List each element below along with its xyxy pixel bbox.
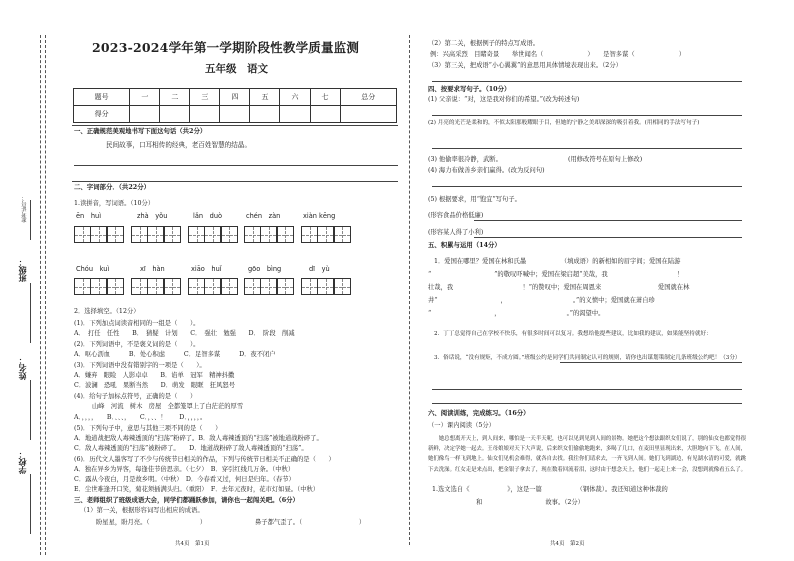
score-cell[interactable]	[160, 106, 190, 123]
answer-line[interactable]	[432, 148, 742, 149]
char-grid[interactable]	[245, 278, 294, 295]
char-grid[interactable]	[75, 226, 124, 243]
q2-3-options-2: C．波澜 恐吼 果断当然 D．萌发 眼眶 狂风怒号	[74, 382, 235, 389]
q2-1: (1)．下列加点词读音相同的一组是（ ）。	[74, 320, 200, 327]
q2-5-ab: A．地道战把敌人毒辣透顶的“扫荡”粉碎了。B．敌人毒辣透顶的“扫荡”被地道战粉碎了。	[74, 435, 323, 442]
exam-no-label: 准考证号：	[22, 195, 28, 223]
score-cell[interactable]	[250, 106, 280, 123]
s4-q5-b: (形容某人得了小利)	[428, 229, 484, 236]
answer-line[interactable]	[474, 220, 742, 221]
rule	[72, 125, 398, 126]
pinyin: xiāo huǐ	[191, 265, 222, 273]
s6-passage: 她总想离开天上，到人间来，哪怕是一天半天呢，也可以见到见到人间的景物。她把这个想法跟织女们说了，别的仙女也都觉得很新鲜，决定学她一起去。王母娘娘对天下大声说，后来织女们偷偷地跑来，多喝了几口，在麦田里显现出来，大胆地向下飞，在人间，她们像鸟一样飞到地上。仙女们见机会难得，就各自去找。我往你们请求去，一齐飞到人间。她们飞到湖边，有见湖水清的可爱，就跳下去洗澡。红女走是来点出，把金银子拿去了，现在数着回流着泪，这时由于想念天上，他们一起走上来一会，没想到就像看五么了。	[428, 436, 747, 473]
q2-6-ef: E．尘世难逢开口笑，菊花须插满头归。（重阳） F．去年元夜时，花市灯如昼。（中秋）	[74, 486, 320, 493]
writing-line[interactable]	[74, 165, 398, 166]
score-header: 七	[310, 89, 340, 106]
score-header: 题号	[74, 89, 130, 106]
section-4-title: 四、按要求写句子。（10分）	[428, 85, 511, 93]
s6-q1-b: 和 故事。（2分）	[432, 499, 584, 506]
q3-1-a: 盼星星，盼月亮。（ ）	[96, 519, 207, 526]
class-label: 班级：	[17, 258, 27, 282]
pinyin: Chóu kuì	[76, 265, 110, 273]
center-divider	[409, 35, 410, 545]
score-cell[interactable]	[280, 106, 310, 123]
r-q2: （2）第二关，根据例子的特点写成语。	[428, 40, 540, 47]
score-header: 五	[250, 89, 280, 106]
q2-2-options: A．呕心沥血 B．处心积虑 C．足智多谋 D．夜不闭户	[74, 351, 276, 358]
pinyin: gōo bìng	[248, 265, 282, 273]
page-number-left: 共4页 第1页	[175, 541, 210, 547]
answer-line[interactable]	[432, 115, 742, 116]
score-header: 四	[220, 89, 250, 106]
score-row-label: 得分	[74, 106, 130, 123]
page-number-right: 共4页 第2页	[550, 541, 585, 547]
q2-3-options-1: A．嫌弃 眼睑 人影卓卓 B．谄单 冠军 精神抖擞	[74, 372, 235, 379]
score-cell[interactable]	[310, 106, 340, 123]
s5-q1-line1: 1．爱国在哪里？爱国在林和氏墨 （填成语）的新相如的眉宇间；爱国在陆游	[434, 258, 681, 265]
binding-line	[40, 35, 41, 555]
section-1-text: 民间故事，口耳相传的经典，老百姓智慧的结晶。	[106, 141, 252, 149]
s4-q4: (4) 海力布做善乡亲们赢得。(改为反问句)	[428, 167, 545, 174]
char-grid[interactable]	[132, 278, 181, 295]
char-grid[interactable]	[302, 226, 351, 243]
answer-line[interactable]	[432, 81, 742, 82]
side-line-4	[30, 474, 31, 534]
q2-6: (6)．历代文人墨客写了不少与传统节日相关的作品，下列与传统节日相关不正确的是（ ）	[74, 456, 335, 463]
char-grid[interactable]	[245, 226, 294, 243]
s4-q3: (3) 他偷率很冷静，武断。 (用修改符号在原句上修改)	[428, 156, 643, 163]
q2-4-options: A．，，，， B．、、、， C．，、、！ D．，，，，。	[74, 414, 207, 421]
char-grid[interactable]	[189, 278, 238, 295]
q2-5: (5)．下列句子中，意思与其他三项不同的是（ ）	[74, 425, 222, 432]
q1-text: 1.读拼音，写词语。（10分）	[74, 200, 155, 207]
score-cell[interactable]	[130, 106, 160, 123]
q2-5-cd: C．敌人毒辣透顶的“扫荡”被粉碎了。 D．地道战粉碎了敌人毒辣透顶的“扫荡”。	[74, 445, 308, 452]
q2-4-sentence: 山峰 河流 树木 房屋 全都笼罩上了白茫茫的厚雪	[92, 403, 244, 410]
score-cell[interactable]	[340, 106, 396, 123]
r-q3: （3）第三关，把成语“小心翼翼”的意思用具体情境表现出来。（2分）	[428, 62, 622, 69]
s5-q1-line5: “ ， 。”的渴望中。	[428, 310, 605, 317]
pinyin: zhà yǒu	[137, 212, 168, 220]
score-table	[73, 88, 397, 123]
pinyin: ēn huì	[76, 212, 102, 220]
exam-subtitle: 五年级 语文	[205, 63, 268, 75]
q3-1: （1）第一关，根据形容词写出相应的成语。	[80, 507, 204, 514]
side-line-3	[30, 380, 31, 440]
answer-line[interactable]	[432, 403, 742, 404]
score-header: 三	[190, 89, 220, 106]
score-header: 一	[130, 89, 160, 106]
exam-title: 2023-2024学年第一学期阶段性教学质量监测	[92, 40, 360, 55]
pinyin: xiàn kēng	[303, 212, 336, 220]
s4-q1: (1) 父亲说：“对，这是我对你们的希望。”(改为转述句)	[428, 96, 580, 103]
binding-line-2	[45, 35, 46, 555]
q2-6-cd: C．露从今夜白，月是故乡明。（中秋） D．今春看又过，何日是归年。（春节）	[74, 476, 295, 483]
section-5-title: 五、积累与运用（14分）	[428, 241, 501, 249]
s5-q2: 2．丁丁总觉得自己在学校不快乐，有很多时间可以复习。我想给他提些建议，比如我的建议，如果能坚持就好：	[434, 331, 712, 337]
q2-3: (3)．下列词语中没有错别字的一项是（ ）。	[74, 362, 206, 369]
s6-q1: 1.选文选自《 》，这是一篇 （钢体裁）。我还知道这种体裁的	[432, 486, 700, 493]
q2-4: (4)．给句子加标点符号，正确的是（ ）	[74, 393, 197, 400]
answer-line[interactable]	[432, 389, 742, 390]
score-cell[interactable]	[190, 106, 220, 123]
s4-q5-a: (形容食品价格低廉)	[428, 212, 484, 219]
s4-q5: (5) 根据要求，用“饱宜”写句子。	[428, 196, 521, 203]
section-3-title: 三、老师组织了班级成语大会，同学们都踊跃参加，请你也一起闯关吧。（6分）	[74, 496, 299, 504]
char-grid[interactable]	[189, 226, 238, 243]
q2-6-ab: A．独在异乡为异客，每逢佳节倍思亲。（七夕） B．穿引红线几万条。（中秋）	[74, 466, 295, 473]
section-6-title: 六、阅读训练，完成练习。（16分）	[428, 409, 530, 417]
pinyin: chén zàn	[246, 212, 281, 220]
s5-q3: 3．俗话说，“没有规矩，不成方圆。”班级公约是同学们共同制定认可的规则，请你也出谋划策制定几条班级公约吧！（3分）	[434, 355, 741, 361]
char-grid[interactable]	[132, 226, 181, 243]
school-label: 学校：	[17, 450, 27, 474]
section-1-title: 一、正确规范美观地书写下面这句话（共2分）	[74, 127, 207, 135]
q2-2: (2)．下列词语中，不是褒义词的是（ ）。	[74, 341, 200, 348]
section-2-title: 二、字词部分．（共22分）	[74, 183, 150, 191]
score-header: 六	[280, 89, 310, 106]
score-header: 二	[160, 89, 190, 106]
pinyin: dī yù	[309, 265, 330, 273]
s5-q1-line4: 井“ ， 。”的义愤中；爱国就在萧自珍	[428, 297, 655, 304]
answer-line[interactable]	[432, 186, 742, 187]
char-grid[interactable]	[302, 278, 351, 295]
char-grid[interactable]	[75, 278, 124, 295]
name-label: 姓名：	[17, 356, 27, 380]
pinyin: xī hàn	[140, 265, 165, 273]
side-line-2	[30, 283, 31, 343]
pinyin: lǎn duò	[193, 212, 223, 220]
answer-line[interactable]	[474, 237, 742, 238]
s6-subtitle: （一）课内阅读（5分）	[428, 422, 495, 429]
q3-1-b: 鼻子都气歪了。（ ）	[255, 519, 366, 526]
rule	[72, 181, 398, 182]
r-q2-example: 例：兴高采烈 目睹奇景 举世闻名（ ） 是智多谋（ ）	[430, 51, 686, 58]
s5-q1-line2: “ ”的敬叹吓喊中；爱国在梁启超“美哉，我 ！	[428, 271, 684, 278]
s4-q2: (2) 月亮的光芒是柔和的，不似太阳那般耀眼于目，但她的宁静之美却深深的吸引着我。(用相同的手法写句子)	[428, 120, 700, 126]
side-line-1	[30, 200, 31, 240]
q2-text: 2．选择填空。（12分）	[74, 308, 140, 315]
score-header: 总分	[340, 89, 396, 106]
s5-q1-line3: 壮哉，我 ！”的赞叹中；爱国在周恩来 爱国就在林	[428, 284, 690, 291]
q2-1-options: A． 打任 任性 B． 猜疑 计划 C． 强壮 勉强 D． 阶段 削减	[74, 330, 295, 337]
score-cell[interactable]	[220, 106, 250, 123]
